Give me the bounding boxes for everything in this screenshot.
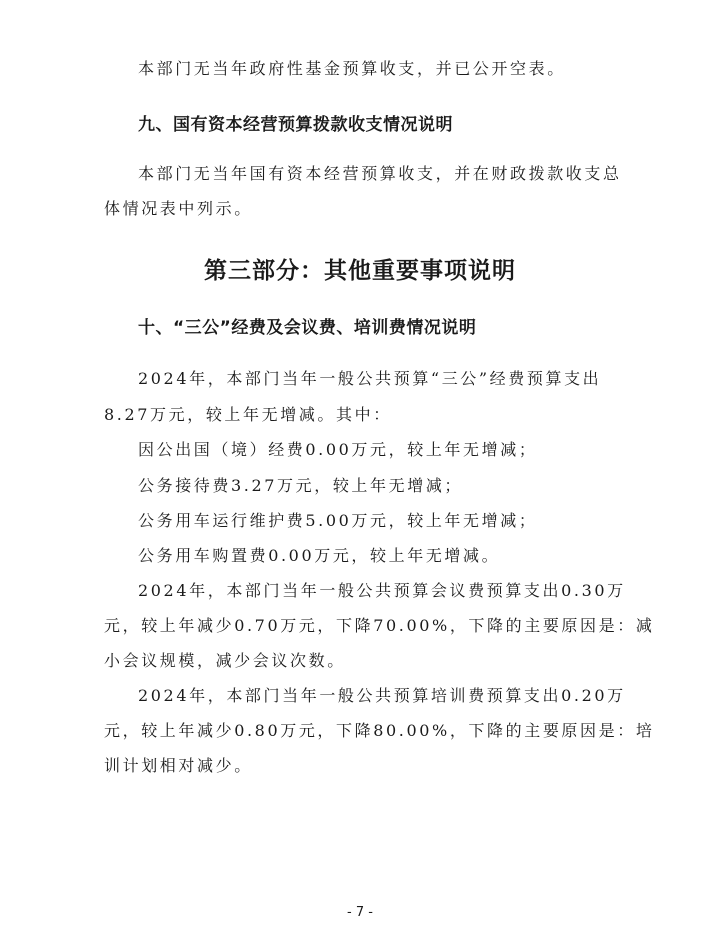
section-10-p1-line-2: 8.27万元，较上年无增减。其中： [104,405,392,424]
section-10-p3-line-2: 元，较上年减少0.80万元，下降80.00%，下降的主要原因是：培 [104,721,655,740]
intro-paragraph: 本部门无当年政府性基金预算收支，并已公开空表。 [138,59,566,78]
list-item-vehicle-purchase: 公务用车购置费0.00万元，较上年无增减。 [138,546,501,565]
section-10-heading: 十、“三公”经费及会议费、培训费情况说明 [138,318,477,338]
section-10-p1-line-1: 2024年，本部门当年一般公共预算“三公”经费预算支出 [138,369,602,388]
section-9-paragraph-line-1: 本部门无当年国有资本经营预算收支，并在财政拨款收支总 [138,164,622,183]
section-10-p2-line-2: 元，较上年减少0.70万元，下降70.00%，下降的主要原因是：减 [104,616,655,635]
part-3-heading: 第三部分：其他重要事项说明 [204,258,516,284]
section-10-p2-line-1: 2024年，本部门当年一般公共预算会议费预算支出0.30万 [138,581,626,600]
list-item-vehicle-operation: 公务用车运行维护费5.00万元，较上年无增减； [138,511,538,530]
section-10-p3-line-1: 2024年，本部门当年一般公共预算培训费预算支出0.20万 [138,686,626,705]
section-10-p3-line-3: 训计划相对减少。 [104,756,253,775]
section-10-p2-line-3: 小会议规模，减少会议次数。 [104,651,346,670]
page-number: - 7 - [347,905,373,920]
list-item-official-reception: 公务接待费3.27万元，较上年无增减； [138,476,464,495]
section-9-heading: 九、国有资本经营预算拨款收支情况说明 [138,115,453,135]
section-9-paragraph-line-2: 体情况表中列示。 [104,199,253,218]
list-item-overseas-travel: 因公出国（境）经费0.00万元，较上年无增减； [138,440,538,459]
